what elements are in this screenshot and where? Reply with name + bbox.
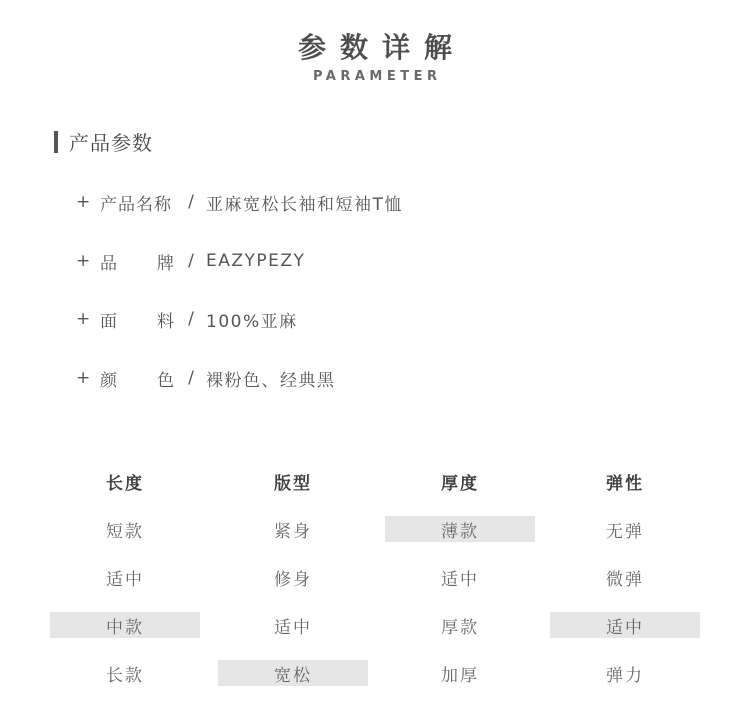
param-separator: /: [188, 368, 194, 388]
param-value: 亚麻宽松长袖和短袖T恤: [206, 194, 403, 215]
plus-icon: +: [76, 251, 91, 271]
plus-icon: +: [76, 192, 91, 212]
param-value: 100%亚麻: [206, 311, 298, 332]
spec-option: 短款: [106, 521, 144, 542]
param-row-color: [76, 366, 336, 390]
param-row-name: [76, 190, 403, 214]
spec-option: 修身: [274, 569, 312, 590]
spec-option: 微弹: [606, 569, 644, 590]
param-label-text: 产品名称: [100, 194, 172, 215]
param-label-char: 牌: [157, 253, 176, 274]
param-label: [100, 307, 176, 332]
plus-icon: +: [76, 368, 91, 388]
spec-column-header: 长度: [106, 473, 144, 494]
spec-option: 紧身: [274, 521, 312, 542]
section-title: 产品参数: [69, 131, 153, 155]
param-value: EAZYPEZY: [206, 251, 306, 271]
param-separator: /: [188, 192, 194, 212]
spec-option: 长款: [106, 665, 144, 686]
spec-option-selected: 薄款: [385, 516, 535, 542]
page-title: 参数详解: [297, 31, 466, 64]
param-label-char: 品: [100, 253, 119, 274]
spec-option: 适中: [274, 617, 312, 638]
spec-option: 无弹: [606, 521, 644, 542]
spec-column-header: 厚度: [441, 473, 479, 494]
spec-option: 适中: [441, 569, 479, 590]
param-label: [100, 190, 176, 215]
spec-column-header: 弹性: [606, 473, 644, 494]
page-subtitle: PARAMETER: [312, 69, 442, 84]
spec-option: 适中: [106, 569, 144, 590]
spec-option-selected: 中款: [50, 612, 200, 638]
param-label-char: 料: [157, 311, 176, 332]
spec-option: 弹力: [606, 665, 644, 686]
param-row-brand: [76, 249, 305, 273]
param-label: [100, 249, 176, 274]
param-label-char: 颜: [100, 370, 119, 391]
param-value: 裸粉色、经典黑: [206, 370, 336, 391]
param-separator: /: [188, 251, 194, 271]
section-accent-bar: [54, 131, 58, 153]
param-label-char: 面: [100, 311, 119, 332]
spec-option-selected: 宽松: [218, 660, 368, 686]
param-row-material: [76, 307, 298, 331]
param-label-char: 色: [157, 370, 176, 391]
spec-column-header: 版型: [274, 473, 312, 494]
plus-icon: +: [76, 309, 91, 329]
spec-option-selected: 适中: [550, 612, 700, 638]
spec-option: 加厚: [441, 665, 479, 686]
param-label: [100, 366, 176, 391]
spec-option: 厚款: [441, 617, 479, 638]
param-separator: /: [188, 309, 194, 329]
